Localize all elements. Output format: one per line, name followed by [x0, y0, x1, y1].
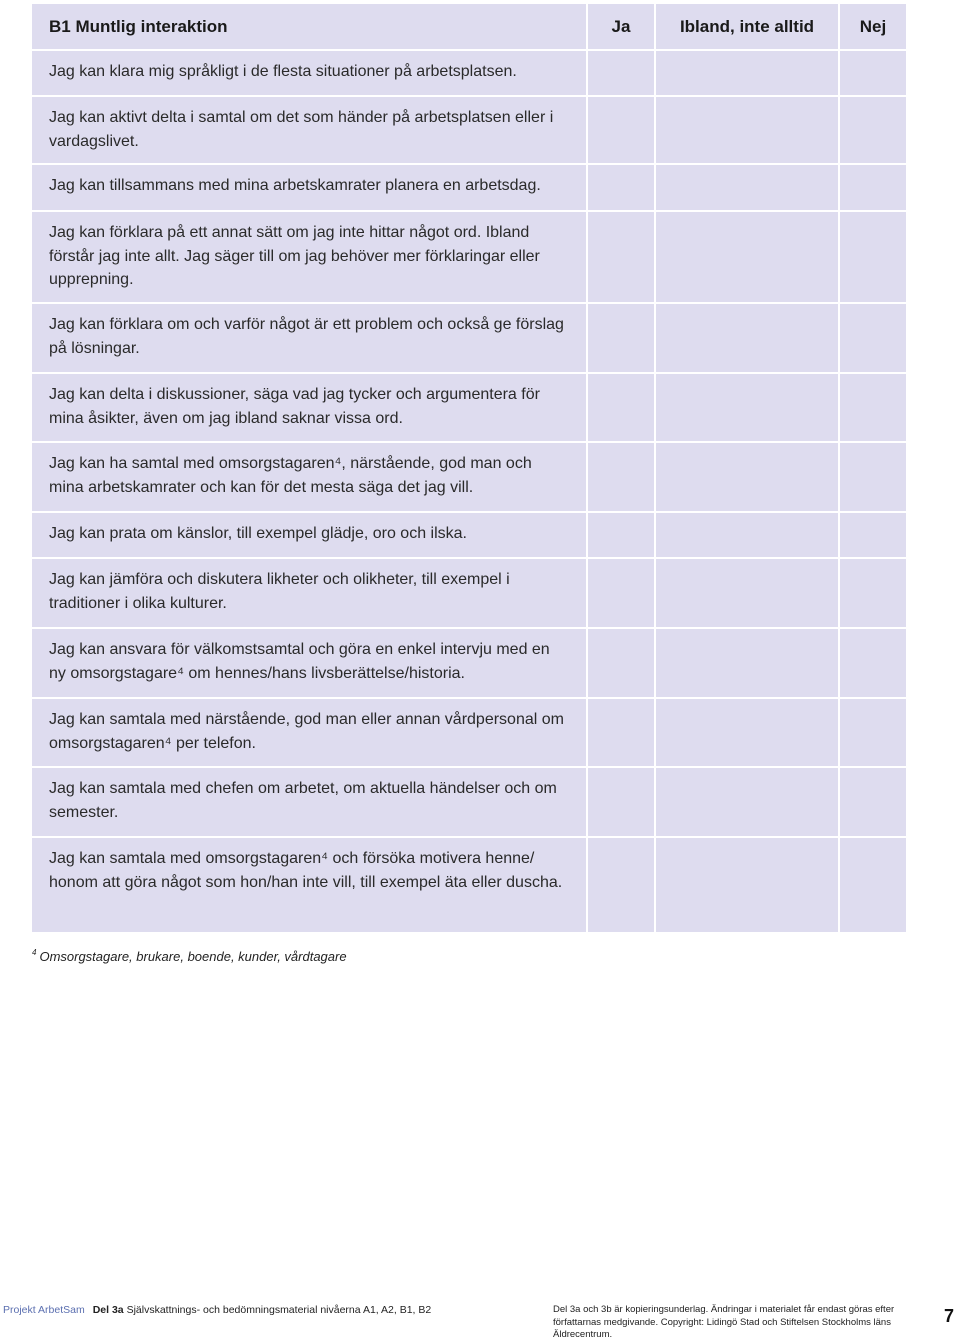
sometimes-checkbox-cell[interactable] [656, 212, 840, 304]
no-checkbox-cell[interactable] [840, 513, 906, 559]
yes-checkbox-cell[interactable] [588, 443, 656, 513]
yes-checkbox-cell[interactable] [588, 768, 656, 838]
statement-text: Jag kan ansvara för välkomstsamtal och göra en enkel intervju med en ny omsorgstagare⁴ om hennes/hans livsberättelse/historia. [32, 629, 588, 699]
sometimes-checkbox-cell[interactable] [656, 165, 840, 212]
yes-checkbox-cell[interactable] [588, 374, 656, 443]
statement-text: Jag kan förklara om och varför något är ett problem och också ge förslag på lösningar. [32, 304, 588, 374]
no-checkbox-cell[interactable] [840, 768, 906, 838]
statement-text: Jag kan samtala med chefen om arbetet, om aktuella händelser och om semester. [32, 768, 588, 838]
no-checkbox-cell[interactable] [840, 838, 906, 934]
sometimes-checkbox-cell[interactable] [656, 699, 840, 768]
statement-text: Jag kan prata om känslor, till exempel glädje, oro och ilska. [32, 513, 588, 559]
sometimes-checkbox-cell[interactable] [656, 374, 840, 443]
yes-checkbox-cell[interactable] [588, 212, 656, 304]
no-checkbox-cell[interactable] [840, 165, 906, 212]
footer-part: Del 3a [92, 1304, 124, 1316]
no-checkbox-cell[interactable] [840, 212, 906, 304]
yes-checkbox-cell[interactable] [588, 165, 656, 212]
footnote-mark: 4 [32, 948, 37, 957]
section-title-header: B1 Muntlig interaktion [32, 4, 588, 51]
footer-left [3, 1304, 431, 1316]
sometimes-checkbox-cell[interactable] [656, 513, 840, 559]
statement-text: Jag kan delta i diskussioner, säga vad jag tycker och argumentera för mina åsikter, även om jag ibland saknar vissa ord. [32, 374, 588, 443]
yes-checkbox-cell[interactable] [588, 513, 656, 559]
sometimes-column-header: Ibland, inte alltid [656, 4, 840, 51]
no-checkbox-cell[interactable] [840, 629, 906, 699]
yes-checkbox-cell[interactable] [588, 699, 656, 768]
statement-text: Jag kan samtala med närstående, god man eller annan vårdpersonal om omsorgstagaren⁴ per telefon. [32, 699, 588, 768]
statement-text: Jag kan jämföra och diskutera likheter och olikheter, till exempel i traditioner i olika kulturer. [32, 559, 588, 629]
yes-checkbox-cell[interactable] [588, 559, 656, 629]
no-checkbox-cell[interactable] [840, 51, 906, 97]
sometimes-checkbox-cell[interactable] [656, 51, 840, 97]
statement-text: Jag kan förklara på ett annat sätt om jag inte hittar något ord. Ibland förstår jag inte allt. Jag säger till om jag behöver mer förklaringar eller upprepning. [32, 212, 588, 304]
statement-text: Jag kan tillsammans med mina arbetskamrater planera en arbetsdag. [32, 165, 588, 212]
sometimes-checkbox-cell[interactable] [656, 97, 840, 165]
footnote-text: Omsorgstagare, brukare, boende, kunder, vårdtagare [39, 949, 347, 964]
footer-copyright-notice: Del 3a och 3b är kopieringsunderlag. Ändringar i materialet får endast göras efter författarnas medgivande. Copyright: Lidingö Stad och Stiftelsen Stockholms läns Äldrecentrum. [553, 1304, 895, 1340]
yes-checkbox-cell[interactable] [588, 629, 656, 699]
yes-column-header: Ja [588, 4, 656, 51]
yes-checkbox-cell[interactable] [588, 51, 656, 97]
sometimes-checkbox-cell[interactable] [656, 304, 840, 374]
statement-text: Jag kan klara mig språkligt i de flesta situationer på arbetsplatsen. [32, 51, 588, 97]
footnote [32, 948, 347, 964]
no-checkbox-cell[interactable] [840, 304, 906, 374]
sometimes-checkbox-cell[interactable] [656, 629, 840, 699]
self-assessment-table [32, 4, 906, 934]
yes-checkbox-cell[interactable] [588, 304, 656, 374]
sometimes-checkbox-cell[interactable] [656, 559, 840, 629]
no-column-header: Nej [840, 4, 906, 51]
no-checkbox-cell[interactable] [840, 97, 906, 165]
no-checkbox-cell[interactable] [840, 699, 906, 768]
sometimes-checkbox-cell[interactable] [656, 768, 840, 838]
sometimes-checkbox-cell[interactable] [656, 838, 840, 934]
page-number: 7 [944, 1306, 955, 1326]
no-checkbox-cell[interactable] [840, 374, 906, 443]
yes-checkbox-cell[interactable] [588, 838, 656, 934]
statement-text: Jag kan ha samtal med omsorgstagaren⁴, närstående, god man och mina arbetskamrater och kan för det mesta säga det jag vill. [32, 443, 588, 513]
footer-title: Självskattnings- och bedömningsmaterial nivåerna A1, A2, B1, B2 [126, 1304, 432, 1316]
sometimes-checkbox-cell[interactable] [656, 443, 840, 513]
no-checkbox-cell[interactable] [840, 443, 906, 513]
footer-brand: Projekt ArbetSam [3, 1304, 85, 1316]
statement-text: Jag kan samtala med omsorgstagaren⁴ och försöka motivera henne/ honom att göra något som hon/han inte vill, till exempel äta eller duscha. [32, 838, 588, 934]
yes-checkbox-cell[interactable] [588, 97, 656, 165]
no-checkbox-cell[interactable] [840, 559, 906, 629]
statement-text: Jag kan aktivt delta i samtal om det som händer på arbetsplatsen eller i vardagslivet. [32, 97, 588, 165]
